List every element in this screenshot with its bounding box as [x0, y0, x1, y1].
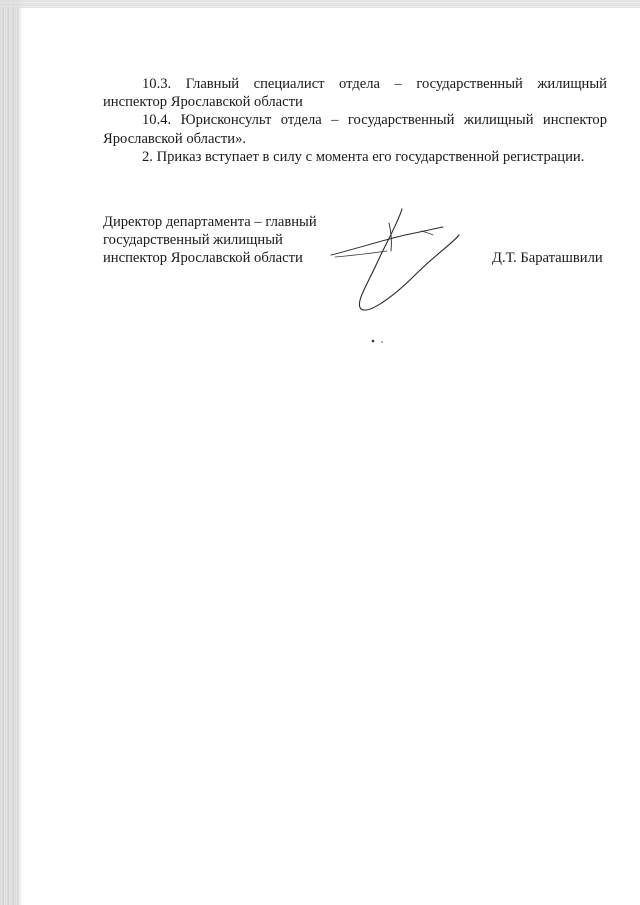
document-body [103, 75, 607, 166]
paragraph-10-3: 10.3. Главный специалист отдела – государственный жилищный инспектор Ярославской области [103, 76, 607, 111]
scan-edge-left [0, 0, 18, 905]
signatory-position-line-2: государственный жилищный [103, 232, 283, 249]
signatory-position [103, 213, 343, 268]
paragraph-2: 2. Приказ вступает в силу с момента его государственной регистрации. [142, 148, 585, 165]
scan-edge-top [0, 0, 640, 8]
signatory-position-line-1: Директор департамента – главный [103, 214, 317, 230]
signatory-name: Д.Т. Бараташвили [492, 250, 603, 266]
signatory-position-line-3: инспектор Ярославской области [103, 250, 303, 267]
scan-specks [365, 335, 395, 347]
handwritten-signature [325, 205, 475, 315]
paragraph-10-4: 10.4. Юрисконсульт отдела – государственный жилищный инспектор Ярославской области». [103, 112, 607, 147]
